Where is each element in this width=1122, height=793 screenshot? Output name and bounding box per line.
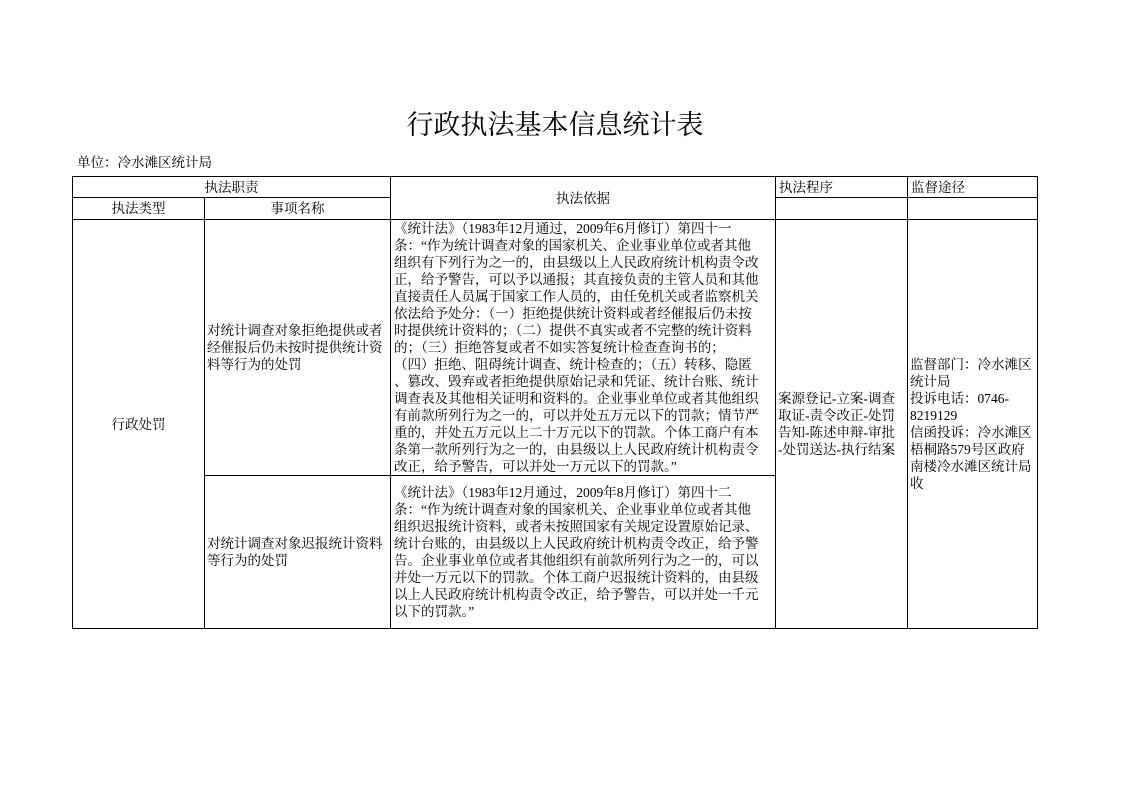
header-duty-cell bbox=[72, 176, 391, 198]
supervision-text-line: 收 bbox=[910, 476, 924, 491]
supervision-text-line: 监督部门：冷水滩区 bbox=[910, 357, 1032, 372]
basis-text-line: 以上人民政府统计机构责令改正，给予警告，可以并处一千元 bbox=[394, 587, 759, 602]
basis-text-line: 依法给予处分：（一）拒绝提供统计资料或者经催报后仍未按 bbox=[394, 306, 752, 321]
header-item-cell bbox=[204, 197, 391, 220]
header-type-label: 执法类型 bbox=[111, 201, 166, 216]
header-duty-label: 执法职责 bbox=[204, 179, 259, 195]
header-supervision-label: 监督途径 bbox=[911, 179, 965, 195]
basis-text-line: 条：“作为统计调查对象的国家机关、企业事业单位或者其他 bbox=[394, 238, 751, 253]
basis-text-line: 条：“作为统计调查对象的国家机关、企业事业单位或者其他 bbox=[394, 502, 751, 517]
supervision-text-line: 8219129 bbox=[910, 408, 958, 423]
header-procedure-cell bbox=[775, 176, 908, 198]
item-text-line: 对统计调查对象拒绝提供或者 bbox=[207, 323, 383, 338]
procedure-cell bbox=[775, 219, 908, 629]
basis-text-line: 直接责任人员属于国家工作人员的，由任免机关或者监察机关 bbox=[394, 289, 759, 304]
basis-text-line: 条第一款所列行为之一的，由县级以上人民政府统计机构责令 bbox=[394, 442, 759, 457]
supervision-text-line: 南楼冷水滩区统计局 bbox=[910, 459, 1032, 474]
basis-text-line: 组织有下列行为之一的，由县级以上人民政府统计机构责令改 bbox=[394, 255, 759, 270]
basis-text-line: 调查表及其他相关证明和资料的。企业事业单位或者其他组织 bbox=[394, 391, 759, 406]
header-type-cell bbox=[72, 197, 205, 220]
item-text-line: 料等行为的处罚 bbox=[207, 357, 302, 372]
basis-text-line: 《统计法》（1983年12月通过，2009年6月修订）第四十一 bbox=[394, 221, 732, 236]
basis-text-line: 重的，并处五万元以上二十万元以下的罚款。个体工商户有本 bbox=[394, 425, 759, 440]
header-procedure-blank-cell bbox=[775, 197, 908, 220]
basis-text-line: 以下的罚款。” bbox=[394, 604, 475, 619]
item-cell-2 bbox=[204, 475, 391, 629]
enforcement-type-label: 行政处罚 bbox=[111, 416, 166, 432]
header-item-label: 事项名称 bbox=[270, 201, 325, 216]
basis-cell-1 bbox=[390, 219, 776, 476]
header-procedure-label: 执法程序 bbox=[779, 179, 833, 195]
header-basis-label: 执法依据 bbox=[556, 190, 610, 206]
supervision-cell bbox=[907, 219, 1038, 629]
item-cell-1 bbox=[204, 219, 391, 476]
basis-text-line: 的；（三）拒绝答复或者不如实答复统计检查查询书的； bbox=[394, 340, 725, 355]
basis-text-line: 改正，给予警告，可以并处一万元以下的罚款。” bbox=[394, 459, 677, 474]
enforcement-type-cell bbox=[72, 219, 205, 629]
unit-label: 单位：冷水滩区统计局 bbox=[77, 155, 212, 170]
statistics-table bbox=[72, 176, 1038, 629]
header-supervision-cell bbox=[907, 176, 1038, 198]
basis-text-line: 告。企业事业单位或者其他组织有前款所列行为之一的，可以 bbox=[394, 553, 759, 568]
supervision-text-line: 梧桐路579号区政府 bbox=[910, 442, 1025, 457]
supervision-text-line: 统计局 bbox=[910, 374, 951, 389]
basis-text-line: 统计台账的，由县级以上人民政府统计机构责令改正，给予警 bbox=[394, 536, 759, 551]
item-text-line: 经催报后仍未按时提供统计资 bbox=[207, 340, 383, 355]
header-supervision-blank-cell bbox=[907, 197, 1038, 220]
basis-text-line: 、篡改、毁弃或者拒绝提供原始记录和凭证、统计台账、统计 bbox=[394, 374, 759, 389]
item-text-line: 对统计调查对象迟报统计资料 bbox=[207, 536, 383, 551]
basis-text-line: 时提供统计资料的；（二）提供不真实或者不完整的统计资料 bbox=[394, 323, 752, 338]
basis-text-line: 《统计法》（1983年12月通过，2009年8月修订）第四十二 bbox=[394, 485, 732, 500]
procedure-text-line: 告知-陈述申辩-审批 bbox=[778, 425, 895, 440]
supervision-text-line: 投诉电话：0746- bbox=[910, 391, 1009, 406]
basis-cell-2 bbox=[390, 475, 776, 629]
header-basis-cell bbox=[390, 176, 776, 220]
procedure-text-line: 取证-责令改正-处罚 bbox=[778, 408, 895, 423]
procedure-text-line: -处罚送达-执行结案 bbox=[778, 442, 895, 457]
basis-text-line: 正，给予警告，可以予以通报；其直接负责的主管人员和其他 bbox=[394, 272, 759, 287]
basis-text-line: （四）拒绝、阻碍统计调查、统计检查的；（五）转移、隐匿 bbox=[394, 357, 752, 372]
page-title: 行政执法基本信息统计表 bbox=[406, 110, 704, 140]
item-text-line: 等行为的处罚 bbox=[207, 553, 288, 568]
basis-text-line: 有前款所列行为之一的，可以并处五万元以下的罚款；情节严 bbox=[394, 408, 759, 423]
basis-text-line: 并处一万元以下的罚款。个体工商户迟报统计资料的，由县级 bbox=[394, 570, 759, 585]
basis-text-line: 组织迟报统计资料，或者未按照国家有关规定设置原始记录、 bbox=[394, 519, 759, 534]
supervision-text-line: 信函投诉：冷水滩区 bbox=[910, 425, 1032, 440]
procedure-text-line: 案源登记-立案-调查 bbox=[778, 391, 895, 406]
